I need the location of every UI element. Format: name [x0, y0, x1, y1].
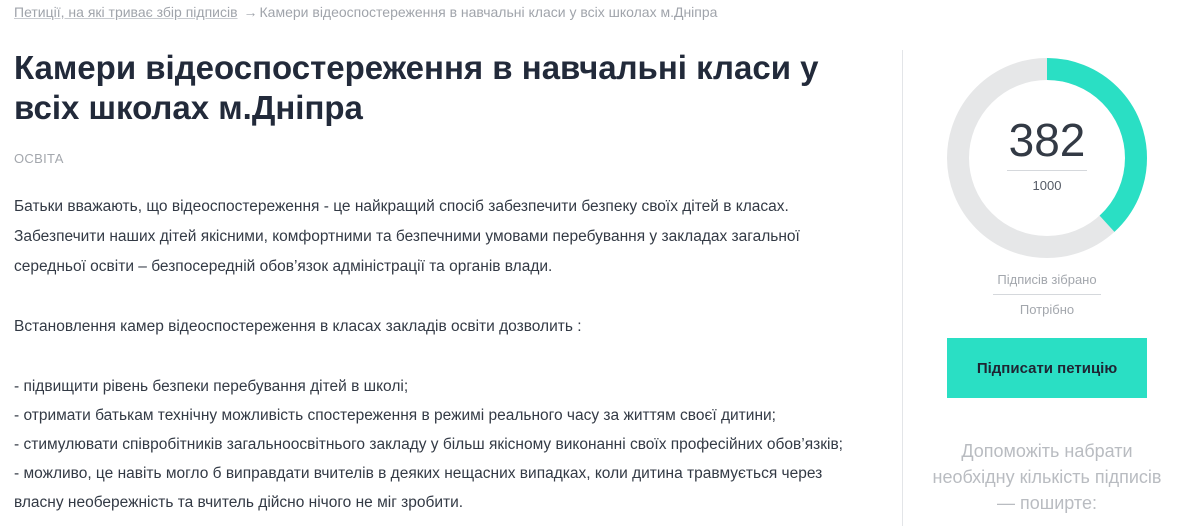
- list-item: власну необережність та вчитель дійсно нічого не міг зробити.: [14, 494, 464, 511]
- petition-benefits-list: [14, 372, 894, 517]
- petition-intro: Встановлення камер відеоспостереження в класах закладів освіти дозволить :: [14, 318, 582, 335]
- signatures-needed-count: 1000: [1032, 178, 1062, 193]
- petition-paragraph: середньої освіти – безпосередній обов’язок адміністрації та органів влади.: [14, 258, 553, 275]
- share-prompt: Допоможіть набрати необхідну кількість підписів — поширте:: [932, 441, 1162, 513]
- list-item: - стимулювати співробітників загальноосвітнього закладу у більш якісному виконанні своїх професійних обов’язків;: [14, 436, 843, 453]
- breadcrumb-separator: →: [243, 4, 258, 20]
- signature-progress-gauge: [947, 58, 1147, 258]
- petition-paragraph: Забезпечити наших дітей якісними, комфортними та безпечними умовами перебування у закладах загальної: [14, 228, 800, 245]
- signatures-collected-count: 382: [1008, 114, 1086, 166]
- signatures-collected-label: Підписів зібрано: [997, 272, 1097, 287]
- breadcrumb-parent-link[interactable]: Петиції, на які триває збір підписів: [14, 4, 238, 20]
- list-item: - підвищити рівень безпеки перебування дітей в школі;: [14, 378, 409, 395]
- petition-paragraph: Батьки вважають, що відеоспостереження - це найкращий спосіб забезпечити безпеку своїх дітей в класах.: [14, 198, 789, 215]
- stat-divider: [993, 294, 1101, 295]
- petition-category: ОСВІТА: [14, 151, 64, 166]
- petition-body: [14, 192, 894, 517]
- breadcrumb-current: Камери відеоспостереження в навчальні класи у всіх школах м.Дніпра: [259, 4, 718, 20]
- petition-title: Камери відеоспостереження в навчальні класи у всіх школах м.Дніпра: [14, 49, 819, 126]
- signatures-needed-label: Потрібно: [1019, 302, 1075, 317]
- sign-petition-button[interactable]: Підписати петицію: [947, 338, 1147, 398]
- gauge-divider: [1007, 170, 1087, 171]
- list-item: - можливо, це навіть могло б виправдати вчителів в деяких нещасних випадках, коли дитина травмується через: [14, 465, 823, 482]
- sidebar-divider: [902, 50, 903, 526]
- list-item: - отримати батькам технічну можливість спостереження в режимі реального часу за життям своєї дитини;: [14, 407, 776, 424]
- breadcrumb: [14, 4, 717, 20]
